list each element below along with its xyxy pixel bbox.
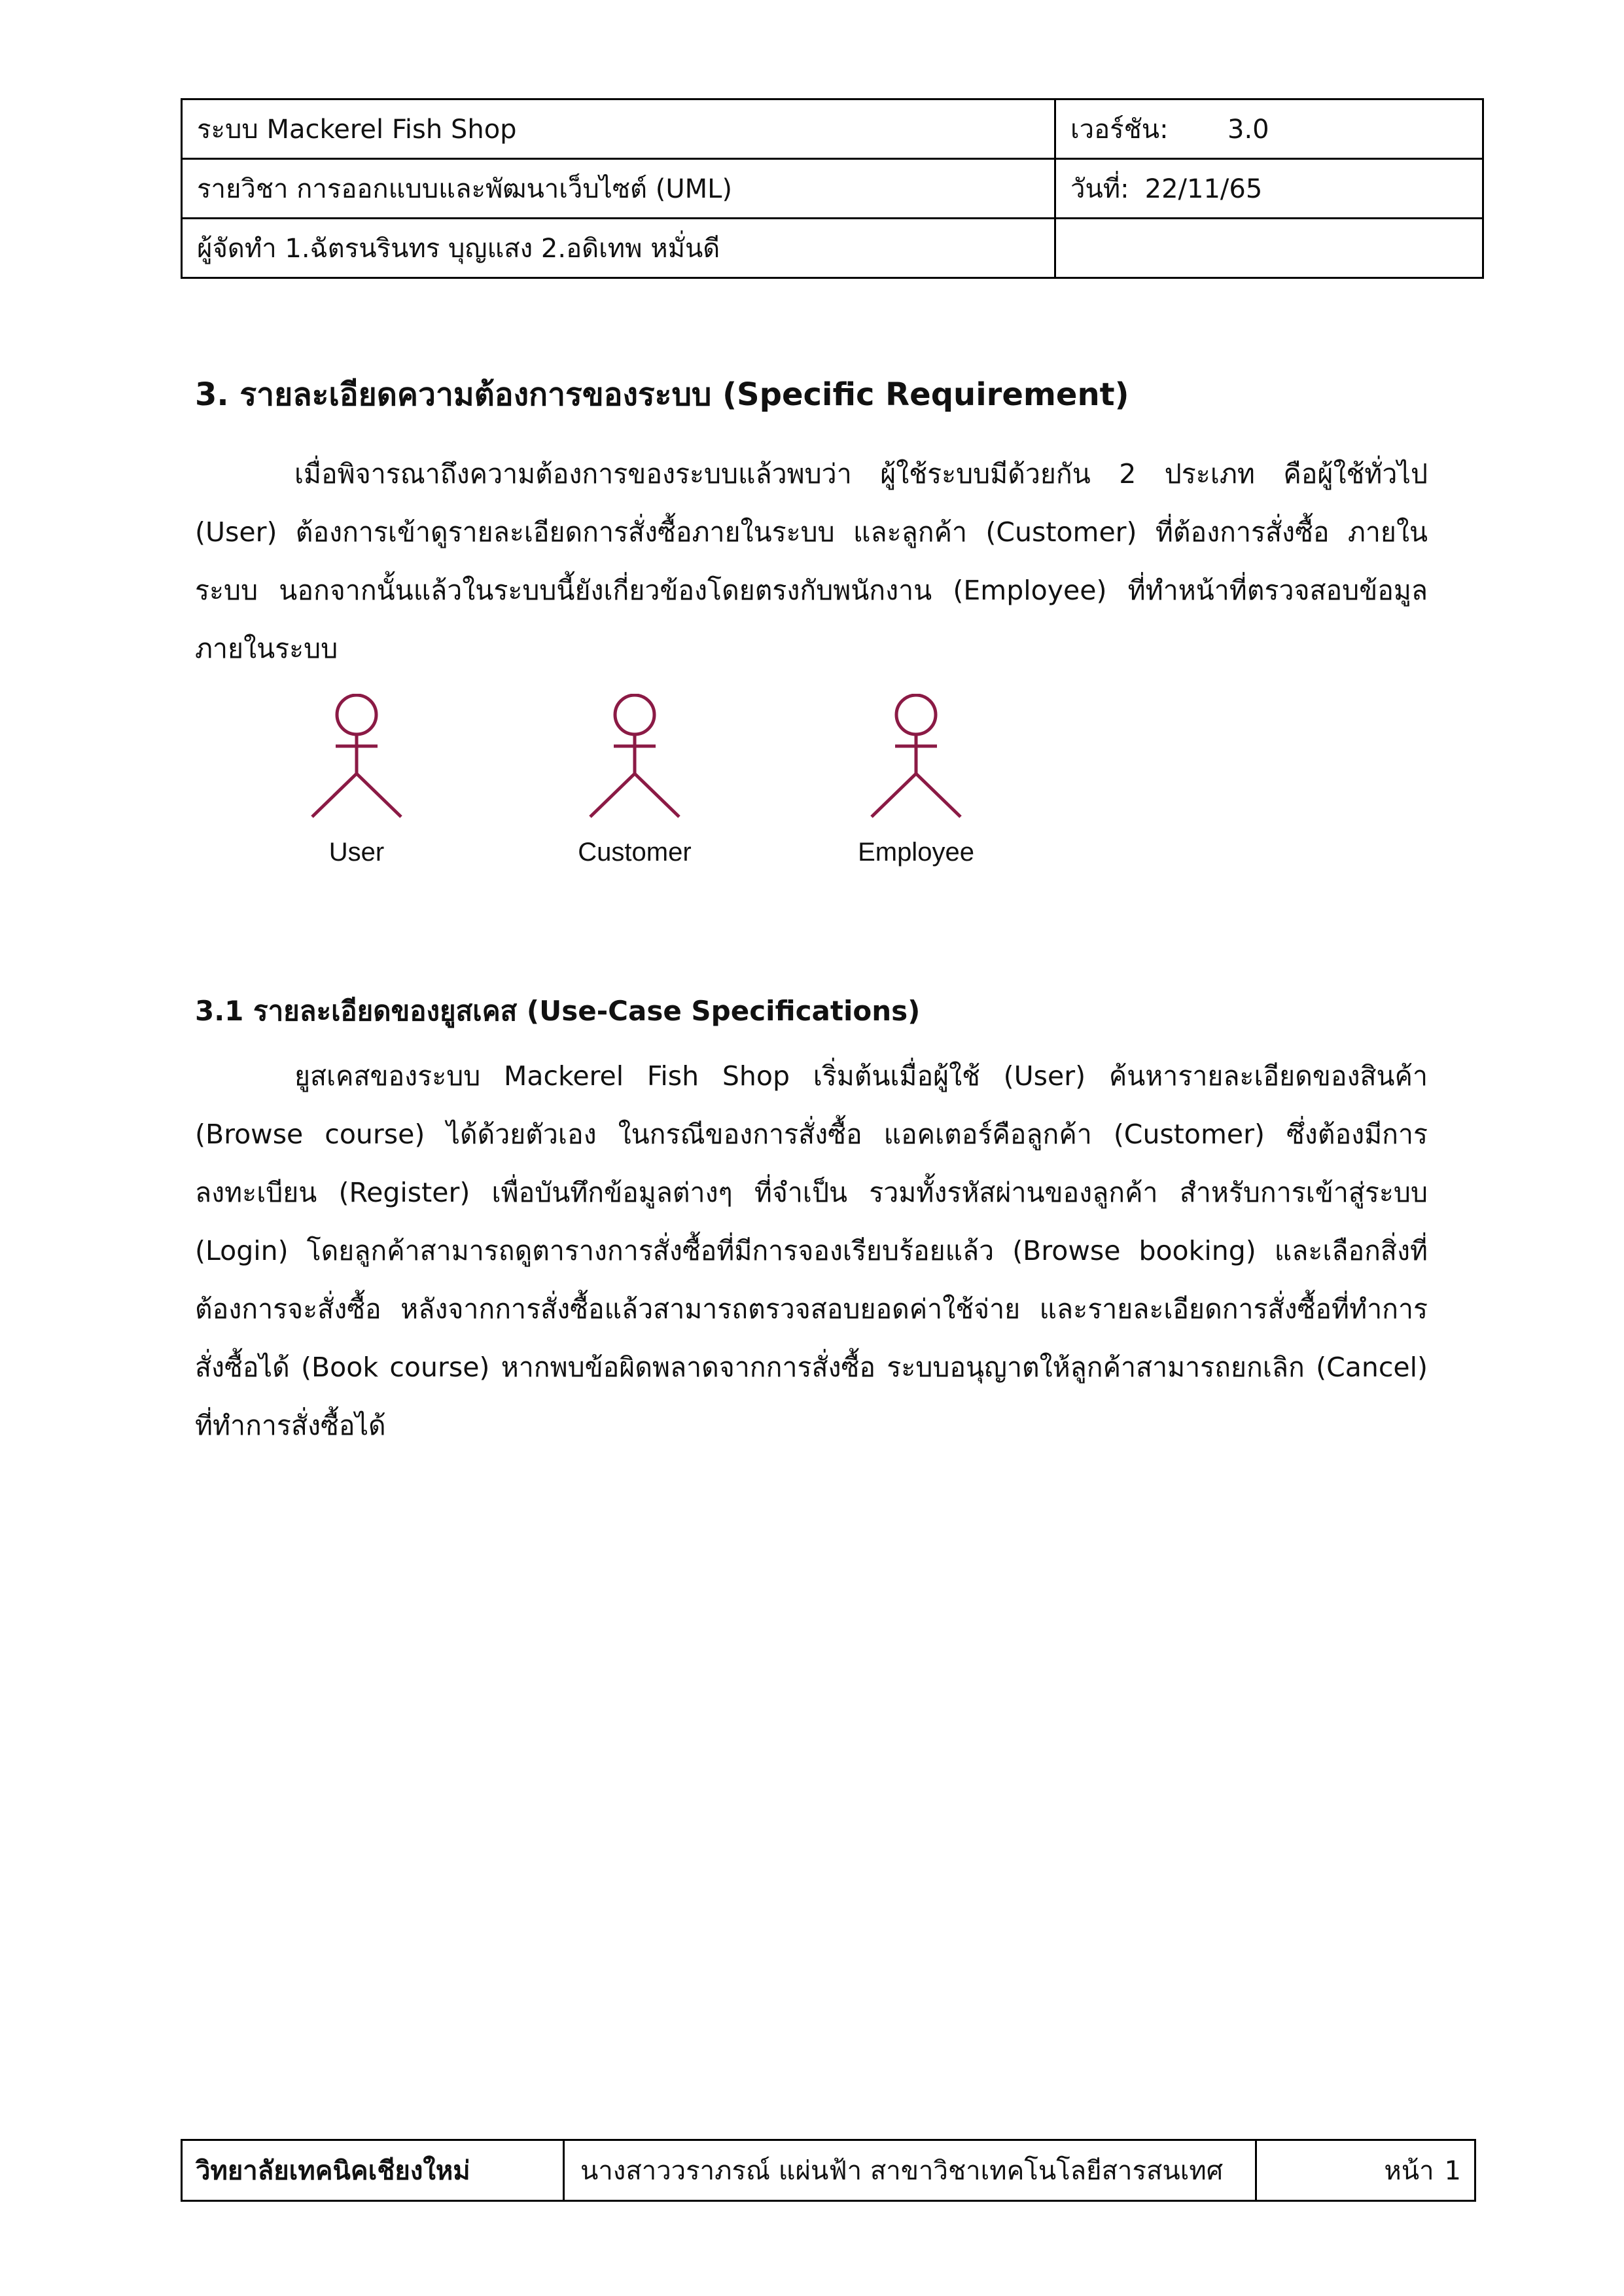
actor-user bbox=[258, 687, 455, 884]
page-number: 1 bbox=[1444, 2156, 1461, 2186]
version-label: เวอร์ชัน: bbox=[1070, 115, 1169, 145]
paragraph-line: ที่ทำการสั่งซื้อได้ bbox=[195, 1410, 386, 1441]
header-row bbox=[182, 219, 1483, 278]
use-case-paragraph bbox=[195, 1047, 1428, 1455]
college-name: วิทยาลัยเทคนิคเชียงใหม่ bbox=[182, 2140, 564, 2201]
paragraph-line: ระบบ นอกจากนั้นแล้วในระบบนี้ยังเกี่ยวข้องโดยตรงกับพนักงาน (Employee) ที่ทำหน้าที่ตรวจสอบข้อมูล bbox=[195, 575, 1428, 606]
actor-diagram bbox=[0, 687, 1624, 884]
date-cell bbox=[1055, 159, 1483, 219]
section-title: 3. รายละเอียดความต้องการของระบบ (Specific Requirement) bbox=[195, 376, 1129, 413]
paragraph-line: (User) ต้องการเข้าดูรายละเอียดการสั่งซื้อภายในระบบ และลูกค้า (Customer) ที่ต้องการสั่งซื้อ ภายใน bbox=[195, 516, 1428, 548]
header-row bbox=[182, 99, 1483, 159]
actor-stick-figure-icon bbox=[589, 694, 680, 825]
page-label: หน้า bbox=[1384, 2156, 1434, 2186]
document-footer-table bbox=[181, 2139, 1476, 2202]
requirement-paragraph bbox=[195, 445, 1428, 678]
paragraph-line: ยูสเคสของระบบ Mackerel Fish Shop เริ่มต้นเมื่อผู้ใช้ (User) ค้นหารายละเอียดของสินค้า bbox=[294, 1060, 1428, 1092]
actor-customer bbox=[537, 687, 733, 884]
document-header-table bbox=[181, 98, 1484, 279]
actor-stick-figure-icon bbox=[311, 694, 402, 825]
paragraph-line: ลงทะเบียน (Register) เพื่อบันทึกข้อมูลต่างๆ ที่จำเป็น รวมทั้งรหัสผ่านของลูกค้า สำหรับการเข้าสู่ระบบ bbox=[195, 1177, 1428, 1208]
footer-row bbox=[182, 2140, 1475, 2201]
paragraph-line: ต้องการจะสั่งซื้อ หลังจากการสั่งซื้อแล้วสามารถตรวจสอบยอดค่าใช้จ่าย และรายละเอียดการสั่งซื้อที่ทำการ bbox=[195, 1293, 1428, 1325]
date-value: 22/11/65 bbox=[1144, 174, 1263, 204]
date-label: วันที่: bbox=[1070, 174, 1129, 204]
version-cell bbox=[1055, 99, 1483, 159]
actor-stick-figure-icon bbox=[870, 694, 962, 825]
paragraph-line: (Login) โดยลูกค้าสามารถดูตารางการสั่งซื้อที่มีการจองเรียบร้อยแล้ว (Browse booking) และเลือกสิ่งที่ bbox=[195, 1235, 1428, 1266]
course-cell: รายวิชา การออกแบบและพัฒนาเว็บไซต์ (UML) bbox=[182, 159, 1055, 219]
system-name-cell: ระบบ Mackerel Fish Shop bbox=[182, 99, 1055, 159]
footer-author: นางสาววราภรณ์ แผ่นฟ้า สาขาวิชาเทคโนโลยีสารสนเทศ bbox=[564, 2140, 1256, 2201]
paragraph-line: ภายในระบบ bbox=[195, 633, 338, 664]
authors-cell: ผู้จัดทำ 1.ฉัตรนรินทร บุญแสง 2.อดิเทพ หมั่นดี bbox=[182, 219, 1055, 278]
actor-employee bbox=[818, 687, 1014, 884]
actor-label: Employee bbox=[858, 838, 974, 867]
subsection-title: 3.1 รายละเอียดของยูสเคส (Use-Case Specifications) bbox=[195, 995, 921, 1027]
paragraph-line: สั่งซื้อได้ (Book course) หากพบข้อผิดพลาดจากการสั่งซื้อ ระบบอนุญาตให้ลูกค้าสามารถยกเลิก (Cancel) bbox=[195, 1352, 1428, 1383]
empty-cell bbox=[1055, 219, 1483, 278]
actor-label: User bbox=[328, 838, 385, 867]
version-value: 3.0 bbox=[1227, 115, 1269, 145]
paragraph-line: เมื่อพิจารณาถึงความต้องการของระบบแล้วพบว่า ผู้ใช้ระบบมีด้วยกัน 2 ประเภท คือผู้ใช้ทั่วไป bbox=[294, 458, 1428, 490]
header-row bbox=[182, 159, 1483, 219]
paragraph-line: (Browse course) ได้ด้วยตัวเอง ในกรณีของการสั่งซื้อ แอคเตอร์คือลูกค้า (Customer) ซึ่งต้องมีการ bbox=[195, 1119, 1428, 1150]
actor-label: Customer bbox=[578, 838, 692, 867]
page-number-cell bbox=[1256, 2140, 1475, 2201]
